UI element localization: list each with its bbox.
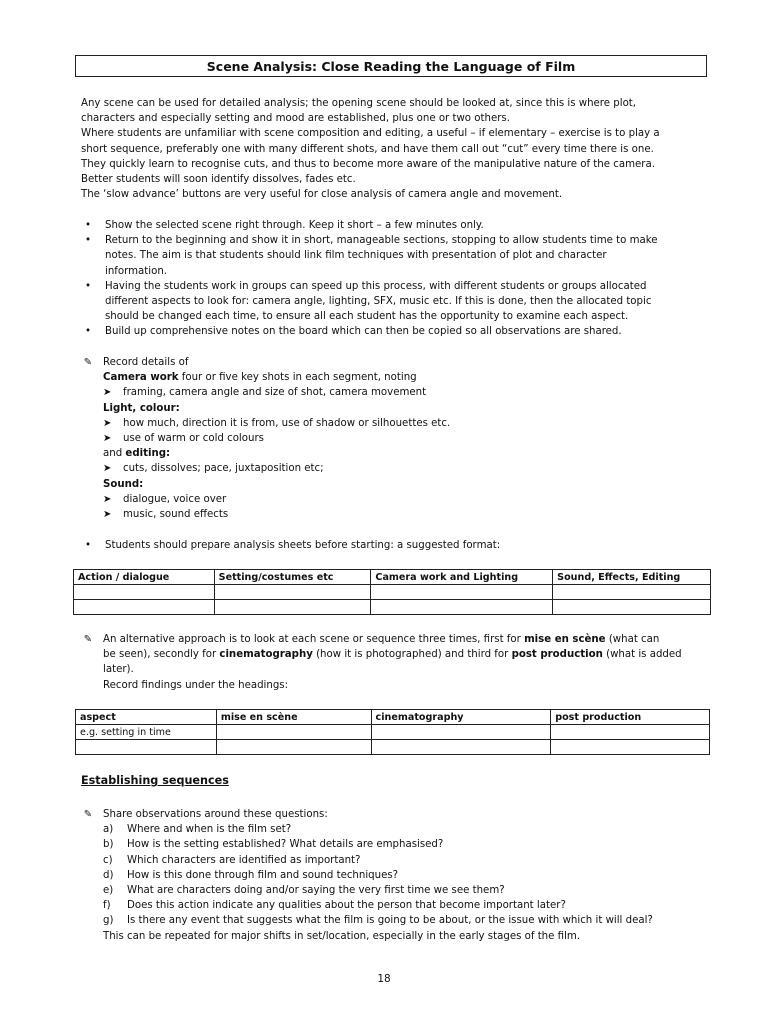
table-cell: [216, 740, 371, 755]
bullet-dot-icon: •: [84, 280, 91, 292]
list-item: • Students should prepare analysis sheets before starting: a suggested format:: [81, 538, 500, 553]
table-cell: [551, 725, 710, 740]
list-item: a) Where and when is the film set?: [103, 824, 292, 836]
intro-line: Better students will soon identify dissolves, fades etc.: [81, 173, 356, 185]
table-cell: [553, 585, 711, 600]
editing-label: editing:: [125, 448, 171, 460]
table-cell: [74, 600, 215, 615]
table-header-cell: post production: [551, 710, 710, 725]
intro-line: Where students are unfamiliar with scene composition and editing, a useful – if elementary – exercise is to play a: [81, 128, 660, 140]
arrowhead-icon: ➤: [103, 463, 112, 475]
bullet-dot-icon: •: [84, 326, 91, 338]
table-row: [74, 585, 711, 600]
closing-note: This can be repeated for major shifts in set/location, especially in the early stages of the film.: [103, 930, 581, 942]
table-cell: [214, 585, 371, 600]
table-header-cell: Setting/costumes etc: [214, 570, 371, 585]
list-item: e) What are characters doing and/or saying the very first time we see them?: [103, 885, 505, 897]
list-item: b) How is the setting established? What details are emphasised?: [103, 839, 444, 851]
list-item: • Having the students work in groups can speed up this process, with different students or groups allocated different aspects to look for: camera angle, lighting, SFX, music etc. If this is done, then the allocated topic should be changed each time, to ensure all each student has the opportunity to examine each aspect.: [81, 279, 658, 325]
arrowhead-icon: ➤: [103, 493, 112, 505]
alternative-approach-section: ✎ An alternative approach is to look at each scene or sequence three times, first for mise en scène (what can be seen), secondly for cinematography (how it is photographed) and third for post production (what is added later). Record findings under the headings:: [81, 632, 682, 693]
table-row: [76, 740, 710, 755]
table-cell: [214, 600, 371, 615]
table-header-row: [76, 710, 710, 725]
arrowhead-icon: ➤: [103, 417, 112, 429]
analysis-sheet-table: [73, 569, 711, 615]
light-colour-label: Light, colour:: [103, 402, 180, 414]
page-title: Scene Analysis: Close Reading the Language of Film: [75, 55, 707, 77]
table-cell: [371, 725, 551, 740]
students-bullet-list: [81, 538, 500, 553]
intro-line: The ‘slow advance’ buttons are very useful for close analysis of camera angle and movement.: [81, 189, 563, 201]
sound-label: Sound:: [103, 478, 144, 490]
bullet-dot-icon: •: [84, 235, 91, 247]
question-list: [81, 822, 653, 928]
table-cell: [553, 600, 711, 615]
arrowhead-icon: ➤: [103, 433, 112, 445]
table-cell: [74, 585, 215, 600]
pencil-icon: ✎: [83, 634, 93, 645]
page-number: 18: [377, 973, 391, 985]
intro-paragraph: [81, 96, 660, 202]
pencil-icon: ✎: [83, 357, 93, 368]
list-item: g) Is there any event that suggests what the film is going to be about, or the issue with which it will deal?: [103, 915, 653, 927]
table-header-cell: Camera work and Lighting: [371, 570, 553, 585]
intro-line: They quickly learn to recognise cuts, and thus to become more aware of the manipulative nature of the camera.: [81, 158, 655, 170]
table-cell: e.g. setting in time: [76, 725, 217, 740]
headings-table: [75, 709, 710, 755]
table-cell: [371, 585, 553, 600]
table-row: [76, 725, 710, 740]
list-item: d) How is this done through film and sound techniques?: [103, 869, 399, 881]
pencil-icon: ✎: [83, 809, 93, 820]
list-item: f) Does this action indicate any qualities about the person that become important later?: [103, 900, 566, 912]
method-bullet-list: [81, 218, 658, 340]
record-details-section: ✎ Record details of Camera work four or five key shots in each segment, noting ➤ framing, camera angle and size of shot, camera movement Light, colour: ➤ how much, direction it is from, use of shadow or silhouettes etc. ➤ use of warm or cold colours and editing: ➤ cuts, dissolves; pace, juxtaposition etc; Sound: ➤ dialogue, voice over ➤ music, sound effects: [81, 355, 450, 522]
arrowhead-icon: ➤: [103, 387, 112, 399]
mise-en-scene-term: mise en scène: [524, 634, 606, 645]
bullet-dot-icon: •: [84, 220, 91, 231]
table-cell: [551, 740, 710, 755]
list-item: c) Which characters are identified as important?: [103, 854, 361, 866]
table-row: [74, 600, 711, 615]
intro-line: Any scene can be used for detailed analysis; the opening scene should be looked at, since this is where plot,: [81, 98, 637, 109]
establishing-questions-section: ✎ Share observations around these questions: a) Where and when is the film set? b) How is the setting established? What details are emphasised? c) Which characters are identified as important? d) How is this done through film and sound techniques? e) What are characters doing and/or saying the very first time we see them? f) Does this action indicate any qualities about the person that become important later? g) Is there any event that suggests what the film is going to be about, or the issue with which it will deal? This can be repeated for major shifts in set/location, especially in the early stages of the film.: [81, 807, 653, 944]
table-header-cell: Sound, Effects, Editing: [553, 570, 711, 585]
table-cell: [371, 740, 551, 755]
table-header-cell: aspect: [76, 710, 217, 725]
cinematography-term: cinematography: [219, 649, 313, 661]
table-header-cell: cinematography: [371, 710, 551, 725]
intro-line: characters and especially setting and mood are established, plus one or two others.: [81, 113, 510, 125]
list-item: • Return to the beginning and show it in short, manageable sections, stopping to allow students time to make notes. The aim is that students should link film techniques with presentation of plot and character information.: [81, 233, 658, 279]
intro-line: short sequence, preferably one with many different shots, and have them call out “cut” every time there is one.: [81, 143, 654, 155]
table-cell: [216, 725, 371, 740]
table-header-row: [74, 570, 711, 585]
section-heading: Establishing sequences: [81, 774, 229, 787]
bullet-dot-icon: •: [84, 540, 91, 551]
camera-work-label: Camera work: [103, 372, 179, 384]
list-item: • Show the selected scene right through. Keep it short – a few minutes only.: [81, 218, 658, 233]
table-cell: [76, 740, 217, 755]
list-item: • Build up comprehensive notes on the board which can then be copied so all observations are shared.: [81, 324, 658, 339]
table-cell: [371, 600, 553, 615]
table-header-cell: mise en scène: [216, 710, 371, 725]
table-header-cell: Action / dialogue: [74, 570, 215, 585]
post-production-term: post production: [511, 649, 603, 661]
arrowhead-icon: ➤: [103, 509, 112, 521]
